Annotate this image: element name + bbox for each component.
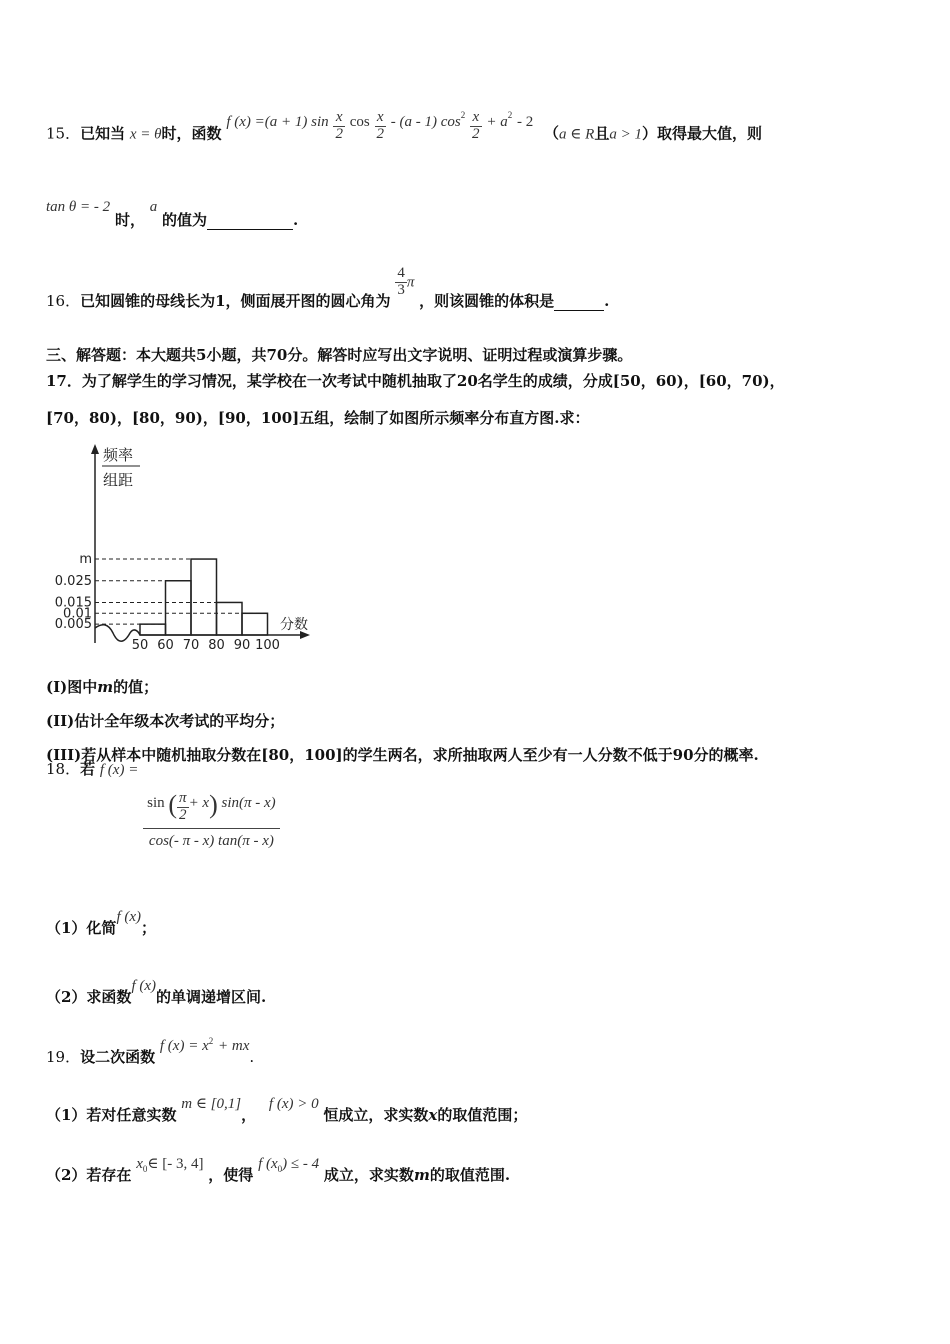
q19-number: 19． — [46, 1048, 81, 1066]
y-label-bottom: 组距 — [103, 471, 134, 489]
q18-plus-x: + x — [188, 795, 210, 811]
q18-paren-l: ( — [168, 790, 178, 819]
q17-part3: (III)若从样本中随机抽取分数在[80，100]的学生两名，求所抽取两人至少有一人分数不低于90分的概率. — [46, 746, 759, 764]
q18-part2 — [46, 974, 267, 1006]
q15-qie: 且 — [594, 124, 610, 143]
q19-part1-text-2: 恒成立，求实数 — [323, 1106, 429, 1124]
q15-number: 15． — [46, 124, 81, 143]
q15-cos: cos — [349, 114, 370, 131]
q16-period: . — [604, 292, 610, 311]
q18-part2-f: f (x) — [131, 978, 157, 994]
q19-function: f (x) = x — [159, 1038, 209, 1054]
q15-tan-expr: tan θ = - 2 — [46, 199, 111, 215]
q19-f-positive: f (x) > 0 — [268, 1096, 319, 1112]
q18-part1-semicolon: ； — [141, 919, 157, 937]
q16-text-2: ，则该圆锥的体积是 — [419, 292, 555, 311]
q19-m-var: m — [413, 1166, 430, 1184]
q15-answer-blank[interactable] — [207, 211, 293, 230]
y-label-top: 频率 — [103, 446, 134, 464]
q18-sin2: sin(π - x) — [221, 795, 276, 811]
q19-comma: ， — [241, 1106, 257, 1124]
histogram-bar — [166, 581, 192, 635]
q17-part1-text-2: 的值； — [113, 678, 159, 696]
q19-part2-text-4: 的取值范围. — [429, 1166, 511, 1184]
q15-fraction-3: $\frac{x}{2}$ — [472, 109, 480, 142]
q15-paren: （ — [544, 124, 560, 143]
q16-text: 已知圆锥的母线长为1，侧面展开图的圆心角为 — [80, 292, 391, 311]
q15-text-2: 时，函数 — [161, 124, 222, 143]
q16-line — [46, 265, 610, 311]
y-axis-arrow — [91, 444, 99, 454]
q15-sup-2: 2 — [507, 110, 513, 121]
q19-f-x0-sub: 0 — [277, 1164, 283, 1174]
x-tick-label: 50 — [131, 638, 149, 653]
q18-part2-text-2: 的单调递增区间. — [156, 988, 267, 1006]
histogram-bar — [140, 624, 166, 635]
q15-text-4: 时， — [114, 211, 145, 229]
q19-part2-text: （2）若存在 — [46, 1166, 132, 1184]
q15-fraction-1: $\frac{x}{2}$ — [335, 109, 343, 142]
q19-part2-text-2: ，使得 — [208, 1166, 254, 1184]
y-tick-label: 0.025 — [54, 573, 92, 589]
q15-domain: a ∈ R — [559, 126, 595, 143]
q17-line1: 17．为了解学生的学习情况，某学校在一次考试中随机抽取了20名学生的成绩，分成[50，60)，[60，70)， — [46, 372, 785, 390]
q15-a-var: a — [149, 199, 158, 215]
frequency-histogram — [40, 438, 330, 658]
q19-x-var: x — [428, 1106, 438, 1124]
q19-f-x0: f (x — [258, 1156, 278, 1172]
q18-big-fraction — [143, 788, 280, 850]
x-tick-label: 60 — [157, 638, 174, 653]
q19-part2 — [46, 1152, 511, 1184]
q19-text: 设二次函数 — [80, 1048, 156, 1066]
histogram-bar — [242, 613, 268, 635]
q17-part1-text: (I)图中 — [46, 678, 98, 696]
q16-fraction: $\frac{4}{3}$ — [397, 265, 405, 298]
q15-sup: 2 — [460, 110, 466, 121]
histogram-bar — [191, 559, 217, 635]
q19-function-tail: + mx — [218, 1038, 250, 1054]
q19-period: . — [249, 1048, 255, 1066]
q15-minus-2: - 2 — [516, 114, 534, 131]
y-tick-label: 0.01 — [63, 606, 92, 622]
q15-text-3: ）取得最大值，则 — [641, 124, 762, 143]
q19-x0-sub: 0 — [142, 1164, 148, 1174]
q19-part2-text-3: 成立，求实数 — [323, 1166, 414, 1184]
q19-part1 — [46, 1092, 528, 1124]
q16-pi: π — [406, 274, 415, 291]
q18-sin1: sin — [147, 795, 165, 811]
q19-line — [46, 1034, 255, 1066]
x-tick-label: 70 — [182, 638, 200, 653]
q17-part1 — [46, 676, 158, 697]
q18-number: 18． — [46, 760, 81, 778]
q19-part1-text-3: 的取值范围； — [437, 1106, 528, 1124]
q15-text: 已知当 — [80, 124, 126, 143]
q15-line1 — [46, 109, 762, 151]
y-tick-label: 0.015 — [54, 595, 92, 611]
y-tick-label: m — [79, 552, 92, 568]
q19-m-range: m ∈ [0,1] — [181, 1096, 242, 1112]
q15-condition: x = θ — [129, 126, 162, 143]
q19-x0: x — [136, 1156, 143, 1172]
q15-a-condition: a > 1 — [609, 126, 642, 143]
q15-minus-term: - (a - 1) cos — [390, 114, 461, 131]
x-tick-label: 90 — [233, 638, 251, 653]
q18-pi-over-2: $\frac{\pi}{2}$ — [179, 790, 187, 824]
q17-part2: (II)估计全年级本次考试的平均分； — [46, 712, 285, 730]
q18-denominator: cos(- π - x) tan(π - x) — [148, 832, 274, 849]
q17-m-var: m — [97, 678, 114, 696]
q17-line2: [70，80)，[80，90)，[90，100]五组，绘制了如图所示频率分布直方图.求： — [46, 409, 590, 427]
section3-heading: 三、解答题：本大题共5小题，共70分。解答时应写出文字说明、证明过程或演算步骤。 — [46, 346, 633, 364]
q18-text: 若 — [80, 760, 96, 778]
q18-part1-text: （1）化简 — [46, 919, 117, 937]
q18-part2-text: （2）求函数 — [46, 988, 132, 1006]
q18-numerator — [143, 788, 280, 829]
q18-line — [46, 760, 280, 850]
q15-fraction-2: $\frac{x}{2}$ — [376, 109, 384, 142]
q18-part1-f: f (x) — [116, 909, 142, 925]
q15-period: . — [293, 211, 299, 229]
q19-f-x0-tail: ) ≤ - 4 — [282, 1156, 320, 1172]
q18-part1 — [46, 905, 157, 937]
x-tick-label: 100 — [255, 638, 280, 653]
q19-part1-text: （1）若对任意实数 — [46, 1106, 177, 1124]
x-axis-label: 分数 — [280, 617, 308, 633]
q15-function: f (x) =(a + 1) sin — [226, 114, 329, 131]
q19-x0-range: ∈ [- 3, 4] — [147, 1156, 204, 1172]
q18-fx: f (x) = — [99, 762, 139, 778]
y-tick-label: 0.005 — [54, 617, 92, 633]
histogram-bar — [217, 602, 243, 635]
q15-line2 — [46, 199, 299, 229]
q19-sup: 2 — [208, 1036, 214, 1046]
q15-plus-a: + a — [486, 114, 508, 131]
q16-number: 16． — [46, 292, 81, 311]
q15-text-5: 的值为 — [162, 211, 208, 229]
q18-paren-r: ) — [209, 790, 218, 819]
q16-answer-blank[interactable] — [554, 292, 604, 311]
x-tick-label: 80 — [208, 638, 225, 653]
